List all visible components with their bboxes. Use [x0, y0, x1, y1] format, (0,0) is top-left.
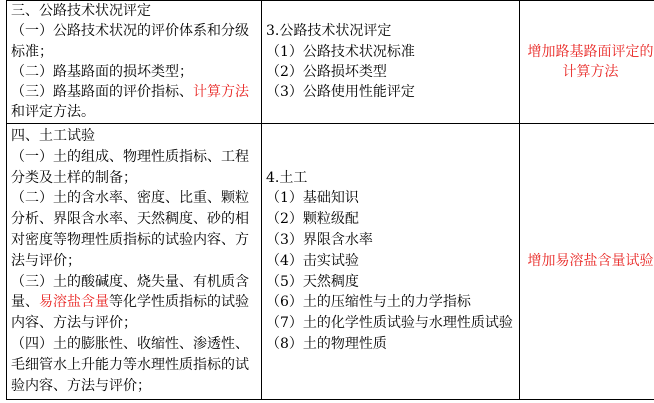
middle-line: （3）界限含水率	[266, 232, 373, 249]
left-line: （一）公路技术状况的评价体系和分级标准；	[11, 23, 249, 60]
right-cell: 增加路基路面评定的计算方法	[520, 1, 654, 124]
left-text: （三）路基路面的评价指标、	[11, 84, 193, 101]
middle-line: （1）公路技术状况标准	[266, 43, 415, 60]
left-text: （三）土的酸碱度、烧失量、有机质含量、	[11, 273, 249, 311]
middle-line: （4）击实试验	[266, 252, 359, 269]
left-line: （二）土的含水率、密度、比重、颗粒分析、界限含水率、天然稠度、砂的相对密度等物理性质指标的试验内容、方法与评价；	[11, 190, 249, 269]
left-text: 等化学性质指标的试验内容、方法与评价；	[11, 294, 249, 332]
left-line: （四）土的膨胀性、收缩性、渗透性、毛细管水上升能力等水理性质指标的试验内容、方法与评价；	[11, 336, 249, 394]
highlighted-text: 易溶盐含量	[39, 294, 109, 311]
middle-cell	[262, 1, 520, 124]
middle-line: （6）土的压缩性与土的力学指标	[266, 294, 471, 311]
right-cell: 增加易溶盐含量试验	[520, 123, 654, 399]
middle-line: （7）土的化学性质试验与水理性质试验	[266, 315, 513, 332]
table-row	[7, 123, 654, 399]
left-line	[11, 272, 257, 334]
middle-line: （5）天然稠度	[266, 273, 359, 290]
left-cell	[7, 123, 262, 399]
left-text: 和评定方法。	[11, 104, 95, 121]
middle-line: （2）颗粒级配	[266, 211, 359, 228]
middle-cell	[262, 123, 520, 399]
middle-line: （1）基础知识	[266, 190, 359, 207]
middle-line: 4.土工	[266, 169, 308, 186]
left-line: （一）土的组成、物理性质指标、工程分类及土样的制备；	[11, 148, 249, 186]
middle-line: （8）土的物理性质	[266, 336, 387, 353]
highlighted-text: 计算方法	[193, 84, 249, 101]
left-line	[11, 82, 257, 123]
comparison-table	[6, 0, 654, 400]
middle-line: （3）公路使用性能评定	[266, 84, 415, 101]
left-cell	[7, 1, 262, 124]
table-row	[7, 1, 654, 124]
left-line: 三、公路技术状况评定	[11, 3, 151, 19]
middle-line: 3.公路技术状况评定	[266, 23, 392, 40]
left-line: 四、土工试验	[11, 128, 95, 145]
middle-line: （2）公路损坏类型	[266, 63, 387, 80]
left-line: （二）路基路面的损坏类型；	[11, 63, 193, 80]
